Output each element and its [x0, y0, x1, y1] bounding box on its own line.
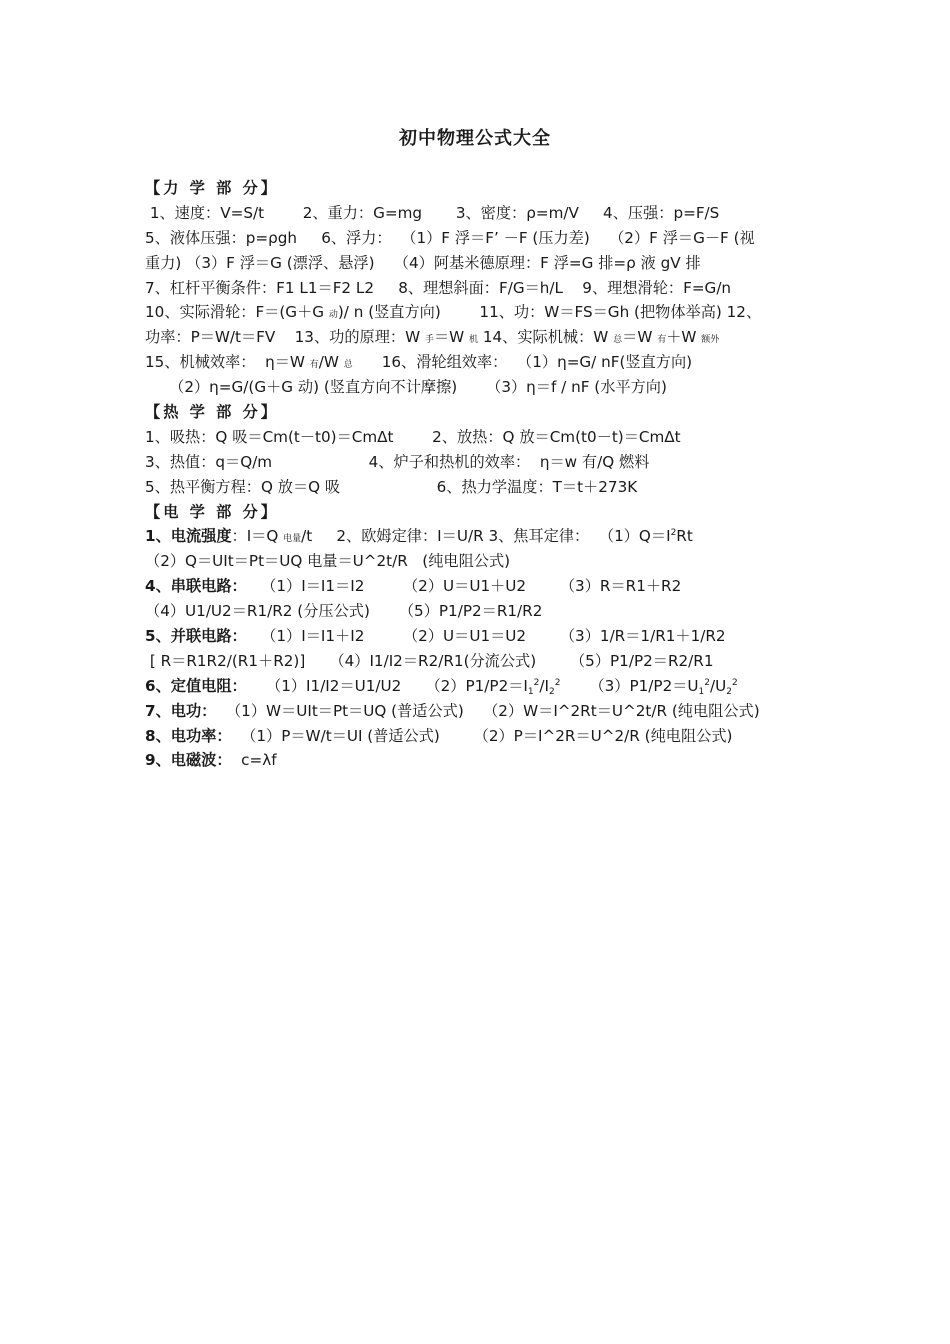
item-label: 6、定值电阻：: [145, 676, 247, 695]
text-segment: ：I＝Q: [231, 527, 284, 546]
subscript: 1: [527, 686, 534, 697]
mechanics-line-2: 5、液体压强：p=ρgh 6、浮力： （1）F 浮＝F’ －F (压力差) （2）F 浮＝G－F (视: [145, 228, 755, 247]
text-segment: ＝W: [433, 328, 469, 347]
text-segment: 14、实际机械：W: [478, 328, 614, 347]
electricity-line-6: [ R＝R1R2/(R1＋R2)] （4）I1/I2＝R2/R1(分流公式) （5）P1/P2＝R2/R1: [145, 651, 714, 670]
section-header-electricity: 【电 学 部 分】: [145, 502, 279, 521]
subscript: 有: [309, 360, 319, 371]
item-label: 7、电功：: [145, 701, 217, 720]
mechanics-line-1: 1、速度：V=S/t 2、重力：G=mg 3、密度：ρ=m/V 4、压强：p=F/S: [145, 203, 720, 222]
superscript: 2: [670, 528, 677, 539]
section-header-mechanics: 【力 学 部 分】: [145, 179, 279, 197]
text-segment: ＝W: [622, 328, 658, 347]
subscript: 手: [424, 335, 434, 346]
subscript: 电量: [283, 534, 302, 545]
subscript: 2: [726, 686, 732, 697]
superscript: 2: [554, 677, 561, 688]
text-segment: 功率：P＝W/t＝FV 13、功的原理：W: [145, 328, 425, 347]
text-segment: 15、机械效率： η＝W: [145, 353, 310, 372]
subscript: 总: [613, 335, 623, 346]
electricity-line-1: [145, 524, 825, 549]
text-segment: )/ n (竖直方向) 11、功：W＝FS＝Gh (把物体举高) 12、: [337, 303, 762, 322]
superscript: 2: [704, 677, 711, 688]
heat-line-2: 3、热值：q＝Q/m 4、炉子和热机的效率： η＝w 有/Q 燃料: [145, 452, 650, 471]
subscript: 有: [657, 335, 667, 346]
heat-line-1: 1、吸热：Q 吸＝Cm(t－t0)＝CmΔt 2、放热：Q 放＝Cm(t0－t)＝CmΔt: [145, 427, 681, 446]
text-segment: /t 2、欧姆定律：I＝U/R 3、焦耳定律： （1）Q＝I: [301, 527, 671, 546]
mechanics-line-8: （2）η=G/(G＋G 动) (竖直方向不计摩擦) （3）η＝f / nF (水平方向): [145, 378, 667, 397]
text-segment: （1）I＝I1＝I2 （2）U＝U1＋U2 （3）R＝R1＋R2: [246, 577, 682, 596]
text-segment: （1）W＝UIt＝Pt＝UQ (普适公式) （2）W＝I^2Rt＝U^2t/R (纯电阻公式): [216, 701, 760, 720]
text-segment: /W: [318, 353, 344, 372]
electricity-line-9: [145, 724, 825, 749]
mechanics-line-4: 7、杠杆平衡条件：F1 L1＝F2 L2 8、理想斜面：F/G＝h/L 9、理想滑轮：F=G/n: [145, 278, 732, 297]
text-segment: /U: [710, 676, 727, 695]
text-segment: 10、实际滑轮：F＝(G＋G: [145, 303, 329, 322]
mechanics-line-7: [145, 350, 825, 375]
mechanics-line-5: [145, 300, 825, 325]
electricity-line-2: （2）Q＝UIt＝Pt＝UQ 电量＝U^2t/R (纯电阻公式): [145, 552, 511, 571]
item-label: 8、电功率：: [145, 726, 232, 745]
superscript: 2: [533, 677, 540, 688]
superscript: 2: [731, 677, 738, 688]
text-segment: （1）P＝W/t＝UI (普适公式) （2）P＝I^2R＝U^2/R (纯电阻公式): [231, 726, 733, 745]
text-segment: （3）P1/P2＝U: [560, 676, 699, 695]
text-segment: ＋W: [666, 328, 702, 347]
subscript: 动: [328, 310, 338, 321]
text-segment: （1）I＝I1＋I2 （2）U＝U1＝U2 （3）1/R＝1/R1＋1/R2: [246, 627, 726, 646]
text-segment: （1）I1/I2＝U1/U2 （2）P1/P2＝I: [246, 676, 528, 695]
section-header-heat: 【热 学 部 分】: [145, 403, 279, 422]
mechanics-line-3: 重力) （3）F 浮＝G (漂浮、悬浮) （4）阿基米德原理：F 浮=G 排=ρ 液 gV 排: [145, 253, 701, 272]
subscript: 机: [468, 335, 478, 346]
document-body: [145, 176, 825, 773]
subscript: 1: [698, 686, 705, 697]
item-label: 9、电磁波：: [145, 751, 232, 770]
text-segment: c=λf: [231, 751, 277, 770]
item-label: 5、并联电路：: [145, 627, 247, 646]
electricity-line-3: [145, 574, 825, 599]
subscript: 2: [549, 686, 555, 697]
electricity-line-4: （4）U1/U2＝R1/R2 (分压公式) （5）P1/P2＝R1/R2: [145, 602, 543, 621]
item-label: 1、电流强度: [145, 527, 232, 546]
heat-line-3: 5、热平衡方程：Q 放＝Q 吸 6、热力学温度：T＝t＋273K: [145, 477, 638, 496]
electricity-line-10: [145, 748, 825, 773]
electricity-line-8: [145, 699, 825, 724]
electricity-line-7: [145, 674, 825, 699]
mechanics-line-6: [145, 325, 825, 350]
text-segment: Rt: [676, 527, 693, 546]
subscript: 总: [343, 360, 353, 371]
electricity-line-5: [145, 624, 825, 649]
item-label: 4、串联电路：: [145, 577, 247, 596]
page-title: 初中物理公式大全: [399, 128, 551, 149]
text-segment: 16、滑轮组效率： （1）η=G/ nF(竖直方向): [352, 353, 693, 372]
text-segment: /I: [539, 676, 549, 695]
subscript: 额外: [701, 335, 720, 346]
